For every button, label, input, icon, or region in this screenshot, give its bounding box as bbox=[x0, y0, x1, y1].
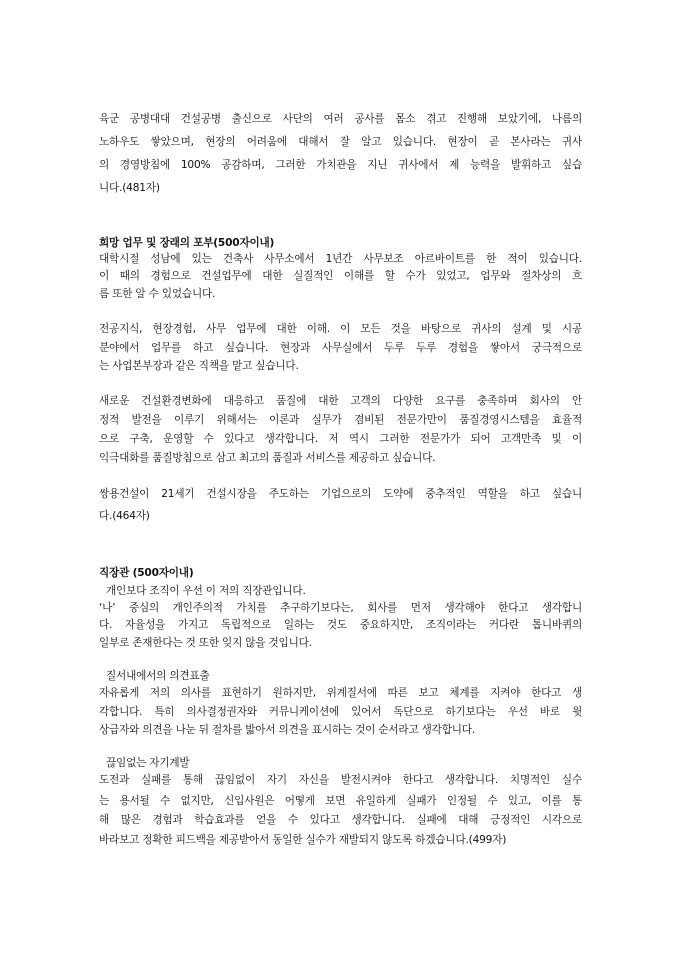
text-line: 는 용서될 수 없지만, 신입사원은 어떻게 보면 유일하게 실패가 인정될 수 있고, 이를 통 bbox=[99, 795, 582, 807]
text-line: 으로 구축, 운영할 수 있다고 생각합니다. 저 역시 그러한 전문가가 되어 고객만족 및 이 bbox=[99, 433, 582, 445]
text-line: 전공지식, 현장경험, 사무 업무에 대한 이해. 이 모든 것을 바탕으로 귀사의 설계 및 시공 bbox=[99, 323, 582, 335]
text-line: 일부로 존재한다는 것 또한 잊지 않을 것입니다. bbox=[99, 637, 312, 649]
text-line: 쌍용건설이 21세기 건설시장을 주도하는 기업으로의 도약에 중추적인 역할을 하고 싶습니 bbox=[99, 488, 582, 500]
text-line: 정적 발전을 이루기 위해서는 이론과 실무가 겸비된 전문가만이 품질경영시스템을 효율적 bbox=[99, 414, 582, 426]
text-line: 대학시절 성남에 있는 건축사 사무소에서 1년간 사무보조 아르바이트를 한 적이 있습니다. bbox=[99, 253, 582, 265]
subheading: 끊임없는 자기계발 bbox=[106, 757, 190, 769]
text-line: 이 때의 경험으로 건설업무에 대한 실질적인 이해를 할 수가 있었고, 업무와 절차상의 흐 bbox=[99, 270, 582, 282]
text-line: 각합니다. 특히 의사결정권자와 커뮤니케이션에 있어서 독단으로 하기보다는 우선 바로 윗 bbox=[99, 706, 582, 718]
text-line: 니다.(481자) bbox=[99, 182, 160, 194]
section-heading: 희망 업무 및 장래의 포부(500자이내) bbox=[99, 237, 275, 249]
text-line: 육군 공병대대 건설공병 출신으로 사단의 여러 공사를 몸소 겪고 진행해 보았기에, 나름의 bbox=[99, 113, 582, 125]
text-line: 익극대화를 품질방침으로 삼고 최고의 품질과 서비스를 제공하고 싶습니다. bbox=[99, 452, 436, 464]
text-line: 다. 자율성을 가지고 독립적으로 일하는 것도 중요하지만, 조직이라는 커다란 톱니바퀴의 bbox=[99, 619, 582, 631]
text-line: 해 많은 경험과 학습효과를 얻을 수 있다고 생각합니다. 실패에 대해 긍정적인 시각으로 bbox=[99, 814, 582, 826]
text-line: 는 사업본부장과 같은 직책을 맡고 싶습니다. bbox=[99, 360, 299, 372]
section-heading: 직장관 (500자이내) bbox=[99, 567, 194, 579]
text-line: 새로운 건설환경변화에 대응하고 품질에 대한 고객의 다양한 요구를 충족하며 회사의 안 bbox=[99, 395, 582, 407]
text-line: 자유롭게 저의 의사를 표현하기 원하지만, 위계질서에 따른 보고 체계를 지켜야 한다고 생 bbox=[99, 687, 582, 699]
text-line: 노하우도 쌓았으며, 현장의 어려움에 대해서 잘 알고 있습니다. 현장이 곧 본사라는 귀사 bbox=[99, 136, 582, 148]
text-line: 상급자와 의견을 나눈 뒤 절차를 밟아서 의견을 표시하는 것이 순서라고 생각합니다. bbox=[99, 724, 475, 736]
text-line: 의 경영방침에 100% 공감하며, 그러한 가치관을 지닌 귀사에서 제 능력을 발휘하고 싶습 bbox=[99, 159, 582, 171]
text-line: 도전과 실패를 통해 끊임없이 자기 자신을 발전시켜야 한다고 생각합니다. 치명적인 실수 bbox=[99, 774, 582, 786]
subheading: 질서내에서의 의견표출 bbox=[106, 670, 210, 682]
text-line: 바라보고 정확한 피드백을 제공받아서 동일한 실수가 재발되지 않도록 하겠습니다.(499자) bbox=[99, 834, 507, 846]
text-line: 름 또한 알 수 있었습니다. bbox=[99, 288, 216, 300]
text-line: 다.(464자) bbox=[99, 510, 150, 522]
text-line: ‘나’ 중심의 개인주의적 가치를 추구하기보다는, 회사를 먼저 생각해야 한다고 생각합니 bbox=[99, 602, 582, 614]
text-line: 분야에서 업무를 하고 싶습니다. 현장과 사무실에서 두루 두루 경험을 쌓아서 궁극적으로 bbox=[99, 342, 582, 354]
subheading: 개인보다 조직이 우선 이 저의 직장관입니다. bbox=[106, 585, 306, 597]
